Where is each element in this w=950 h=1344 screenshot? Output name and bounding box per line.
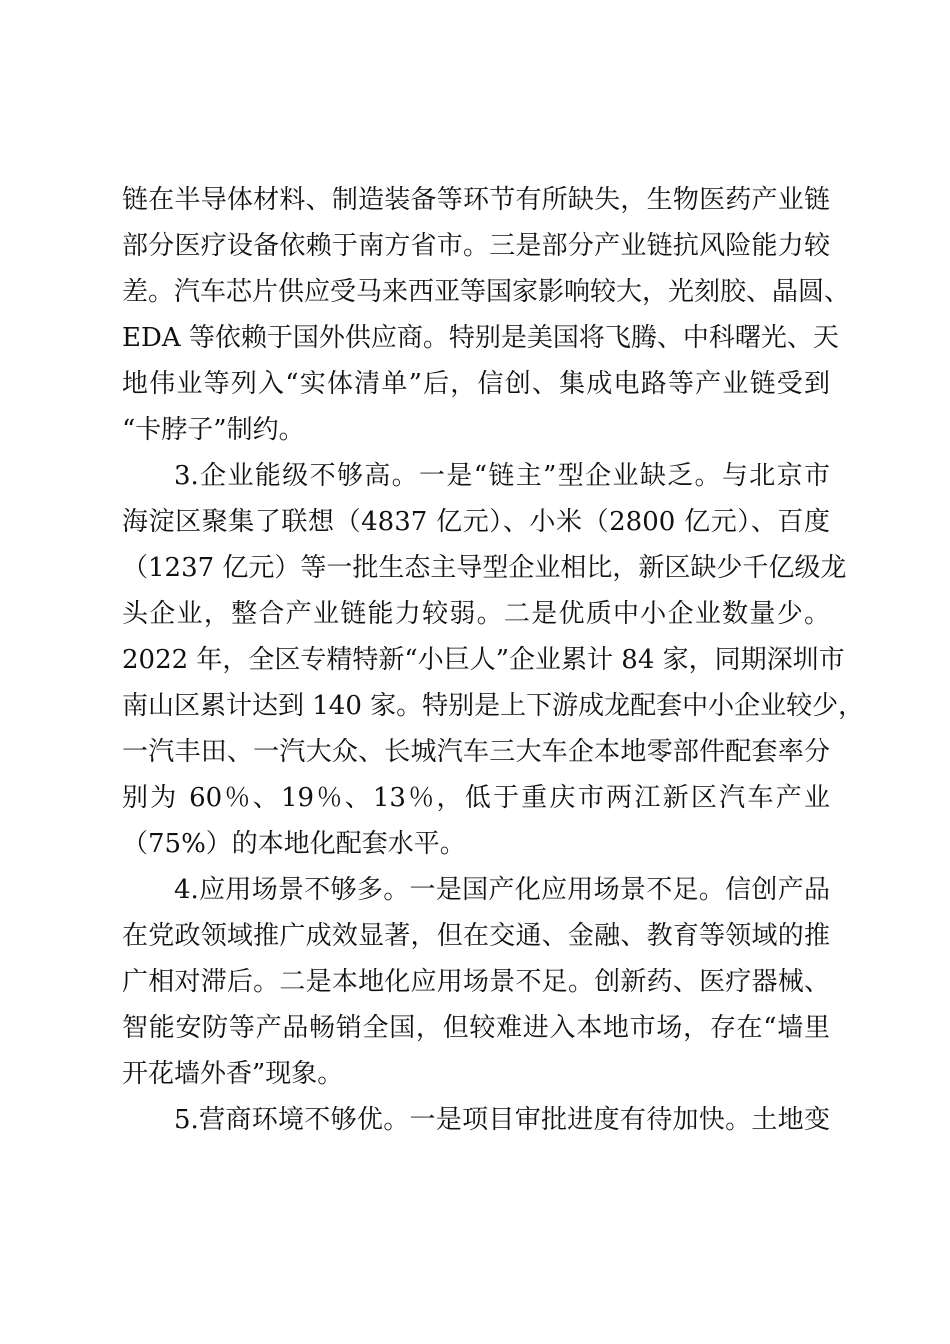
text-line: EDA 等依赖于国外供应商。特别是美国将飞腾、中科曙光、天	[122, 323, 839, 353]
text-line: （75%）的本地化配套水平。	[122, 829, 466, 859]
text-line: 地伟业等列入“实体清单”后，信创、集成电路等产业链受到	[122, 369, 830, 399]
paragraph-business-environment	[122, 1097, 830, 1143]
text-line: 海淀区聚集了联想（4837 亿元）、小米（2800 亿元）、百度	[122, 507, 830, 537]
text-line: 广相对滞后。二是本地化应用场景不足。创新药、医疗器械、	[122, 967, 830, 997]
text-line: 2022 年，全区专精特新“小巨人”企业累计 84 家，同期深圳市	[122, 645, 845, 675]
text-line: 头企业，整合产业链能力较弱。二是优质中小企业数量少。	[122, 599, 830, 629]
section-heading-line: 4.应用场景不够多。一是国产化应用场景不足。信创产品	[174, 875, 830, 905]
text-line: 链在半导体材料、制造装备等环节有所缺失，生物医药产业链	[122, 185, 830, 215]
section-heading-line: 3.企业能级不够高。一是“链主”型企业缺乏。与北京市	[174, 461, 830, 491]
text-line: 南山区累计达到 140 家。特别是上下游成龙配套中小企业较少，	[122, 691, 865, 721]
text-line: 一汽丰田、一汽大众、长城汽车三大车企本地零部件配套率分	[122, 737, 830, 767]
document-body	[122, 177, 865, 1143]
paragraph-enterprise-level	[122, 453, 865, 867]
paragraph-application-scenarios	[122, 867, 830, 1097]
text-line: 部分医疗设备依赖于南方省市。三是部分产业链抗风险能力较	[122, 231, 830, 261]
paragraph-supply-chain-gaps	[122, 177, 851, 453]
text-line: 在党政领域推广成效显著，但在交通、金融、教育等领域的推	[122, 921, 830, 951]
text-line: （1237 亿元）等一批生态主导型企业相比，新区缺少千亿级龙	[122, 553, 847, 583]
text-line: “卡脖子”制约。	[122, 415, 305, 445]
text-line: 开花墙外香”现象。	[122, 1059, 344, 1089]
section-heading-line: 5.营商环境不够优。一是项目审批进度有待加快。土地变	[174, 1105, 830, 1135]
text-line: 别为 60％、19％、13％，低于重庆市两江新区汽车产业	[122, 783, 830, 813]
text-line: 智能安防等产品畅销全国，但较难进入本地市场，存在“墙里	[122, 1013, 830, 1043]
text-line: 差。汽车芯片供应受马来西亚等国家影响较大，光刻胶、晶圆、	[122, 277, 851, 307]
